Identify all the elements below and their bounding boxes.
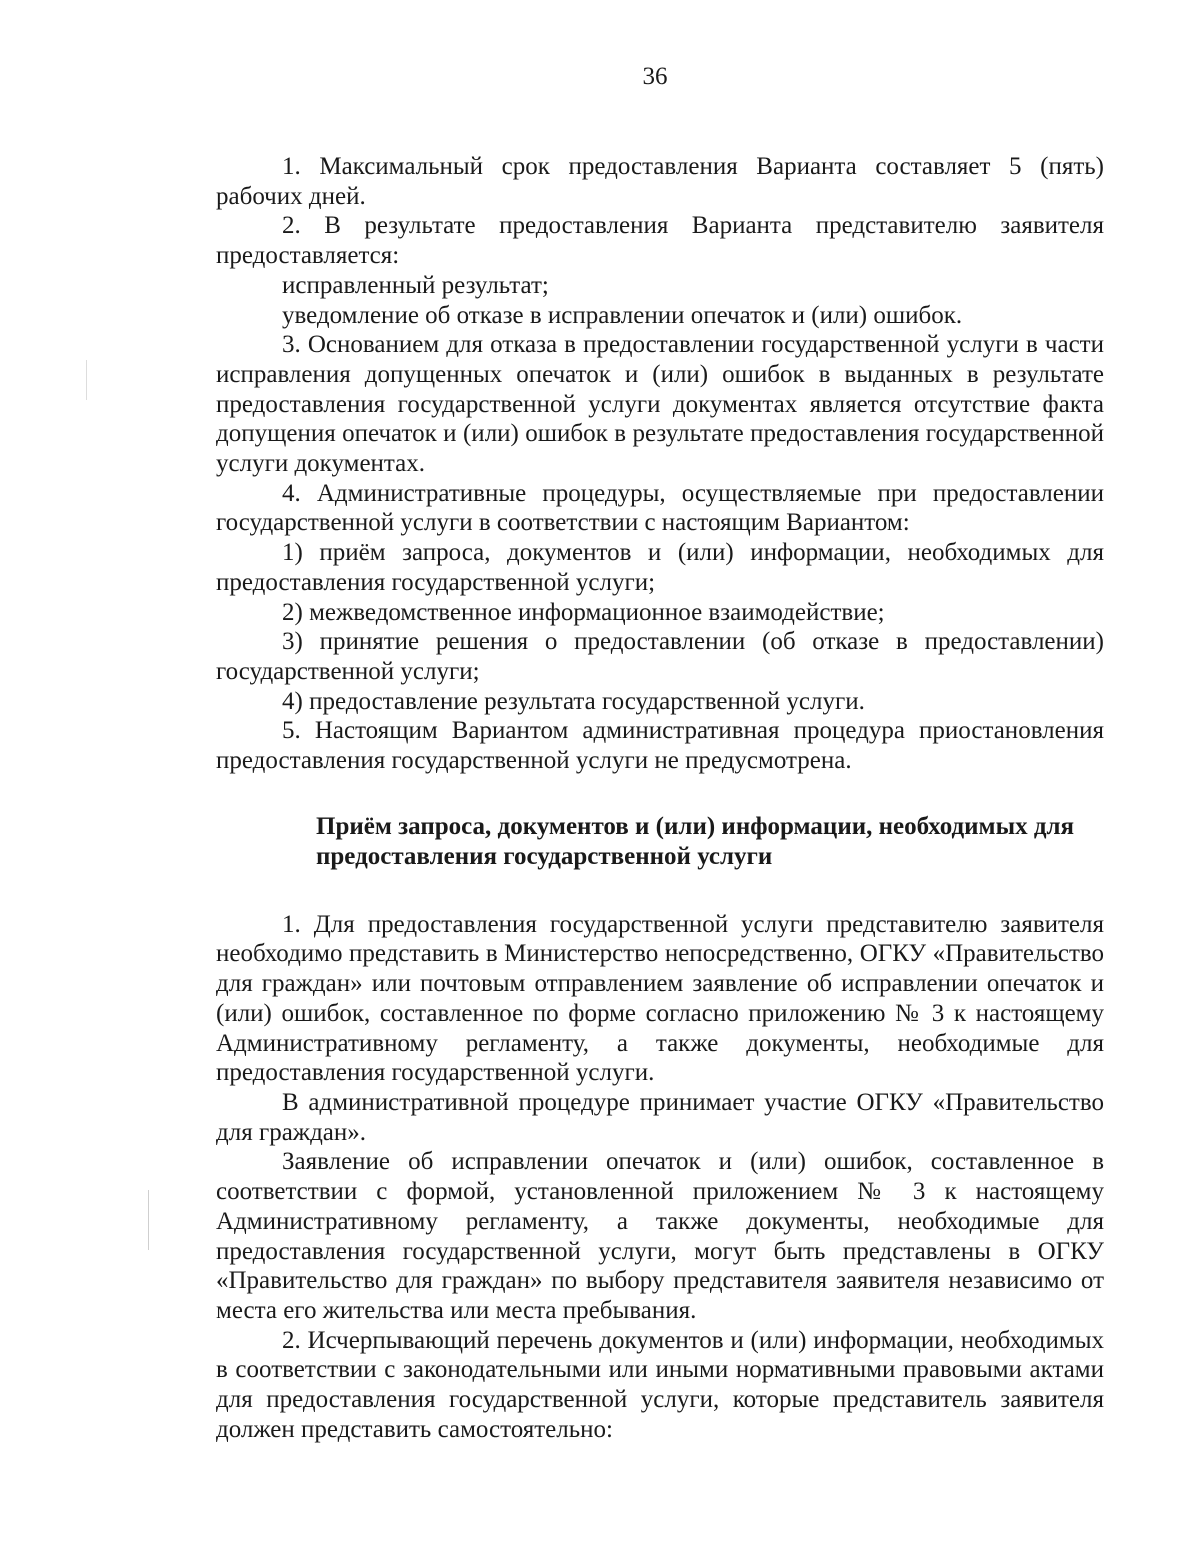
paragraph-max-term: 1. Максимальный срок предоставления Варианта составляет 5 (пять) рабочих дней. xyxy=(216,153,1104,210)
paragraph-participant: В административной процедуре принимает участие ОГКУ «Правительство для граждан». xyxy=(216,1088,1104,1146)
list-item-procedure-2: 2) межведомственное информационное взаимодействие; xyxy=(282,598,885,626)
page-number: 36 xyxy=(642,63,668,90)
list-item-corrected-result: исправленный результат; xyxy=(282,271,549,299)
paragraph-application: Заявление об исправлении опечаток и (или) ошибок, составленное в соответствии с формой, установленной приложением № 3 к настоящему Административному регламенту, а также документы, необходимые для предоставления государственной услуги, могут быть представлены в ОГКУ «Правительство для граждан» по выбору представителя заявителя независимо от места его жительства или места пребывания. xyxy=(216,1148,1104,1324)
document-body xyxy=(216,152,1104,1444)
list-item-procedure-3: 3) принятие решения о предоставлении (об отказе в предоставлении) государственной услуги; xyxy=(216,628,1104,685)
list-item-procedure-4: 4) предоставление результата государственной услуги. xyxy=(282,687,865,715)
scan-artifact-line xyxy=(86,360,87,400)
scan-artifact-line xyxy=(148,1190,149,1250)
paragraph-result-intro: 2. В результате предоставления Варианта представителю заявителя предоставляется: xyxy=(216,212,1104,270)
paragraph-admin-procedures: 4. Административные процедуры, осуществляемые при предоставлении государственной услуги в соответствии с настоящим Вариантом: xyxy=(216,479,1104,537)
paragraph-document-list: 2. Исчерпывающий перечень документов и (или) информации, необходимых в соответствии с законодательными или иными нормативными правовыми актами для предоставления государственной услуги, которые представитель заявителя должен представить самостоятельно: xyxy=(216,1326,1104,1443)
section-heading-line-1: Приём запроса, документов и (или) информации, необходимых для xyxy=(316,812,1075,840)
section-heading xyxy=(216,812,1104,872)
list-item-procedure-1: 1) приём запроса, документов и (или) информации, необходимых для предоставления государственной услуги; xyxy=(216,539,1104,596)
paragraph-refusal-grounds: 3. Основанием для отказа в предоставлении государственной услуги в части исправления допущенных опечаток и (или) ошибок в выданных в результате предоставления государственной услуги документах является отсутствие факта допущения опечаток и (или) ошибок в результате предоставления государственной услуги документах. xyxy=(216,331,1104,478)
list-item-refusal-notice: уведомление об отказе в исправлении опечаток и (или) ошибок. xyxy=(282,301,963,329)
section-heading-line-2: предоставления государственной услуги xyxy=(316,842,773,870)
paragraph-submission: 1. Для предоставления государственной услуги представителю заявителя необходимо представить в Министерство непосредственно, ОГКУ «Правительство для граждан» или почтовым отправлением заявление об исправлении опечаток и (или) ошибок, составленное по форме согласно приложению № 3 к настоящему Административному регламенту, а также документы, необходимые для предоставления государственной услуги. xyxy=(216,910,1104,1087)
paragraph-no-suspension: 5. Настоящим Вариантом административная процедура приостановления предоставления государственной услуги не предусмотрена. xyxy=(216,717,1104,775)
